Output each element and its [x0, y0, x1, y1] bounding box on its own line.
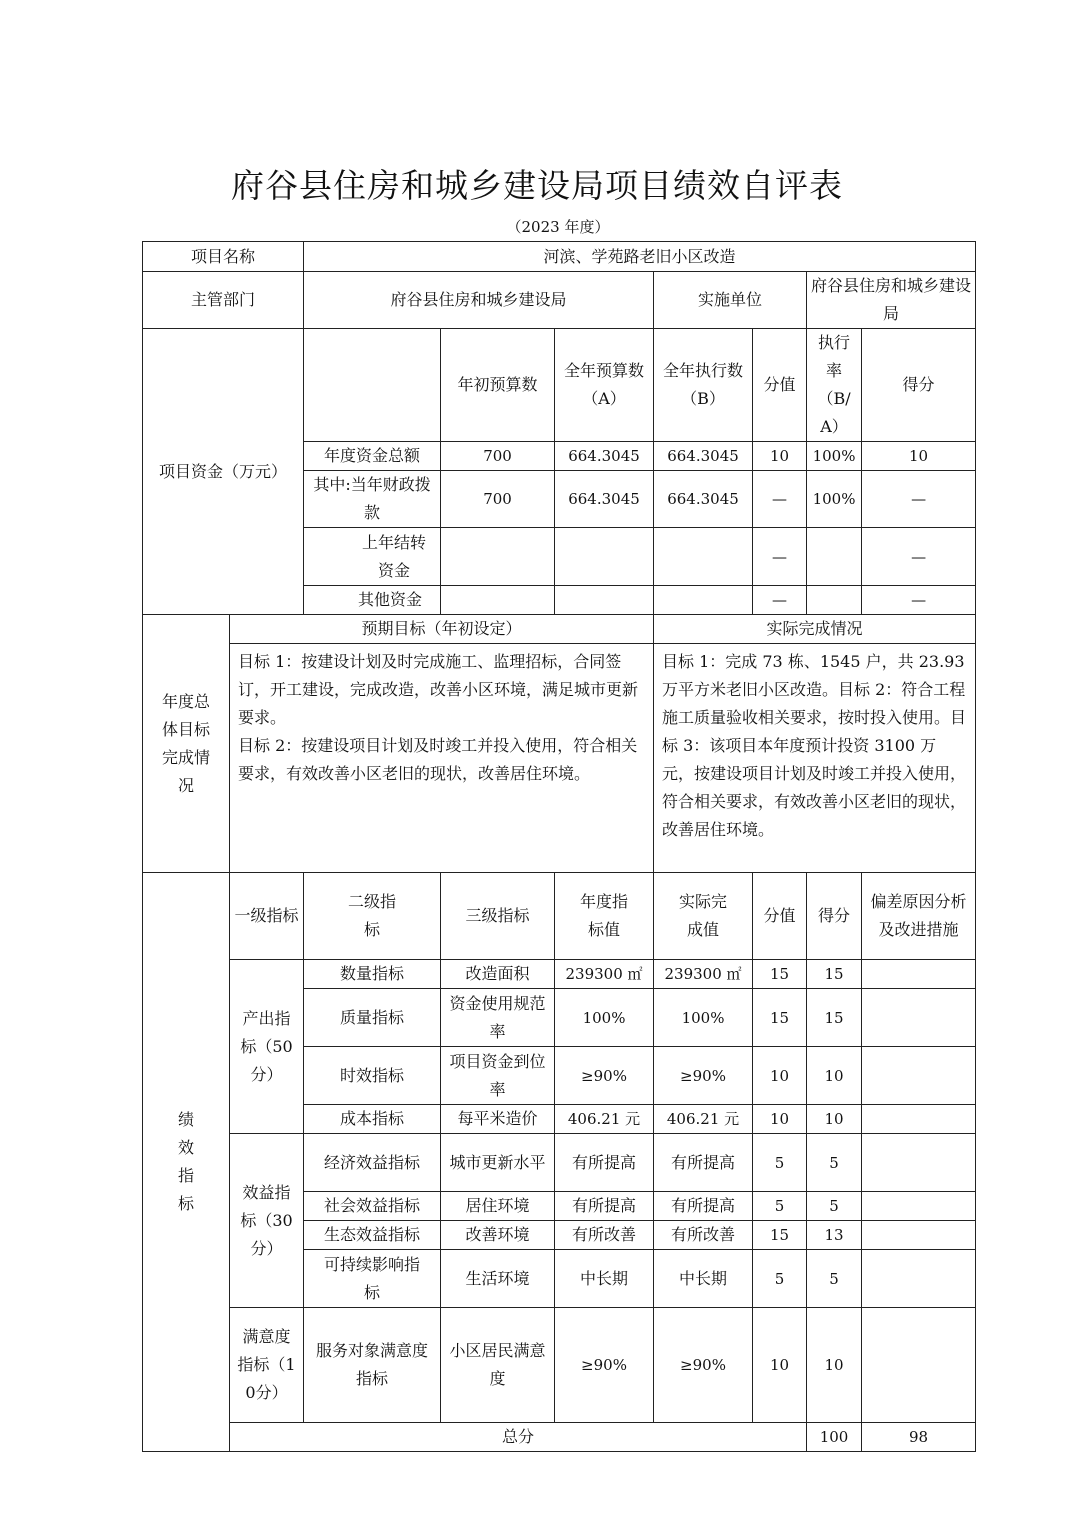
score-header: 得分 — [807, 873, 862, 960]
expected-goal-2: 目标 2：按建设项目计划及时竣工并投入使用，符合相关要求，有效改善小区老旧的现状，改善居住环境。 — [238, 736, 638, 783]
target-cell: 406.21 元 — [555, 1105, 654, 1134]
actual-cell: 中长期 — [654, 1250, 753, 1308]
deviation-cell — [862, 960, 976, 989]
deviation-cell — [862, 1134, 976, 1192]
deviation-cell — [862, 1192, 976, 1221]
implementer-value: 府谷县住房和城乡建设局 — [807, 272, 976, 329]
level2-cell: 服务对象满意度指标 — [304, 1308, 441, 1423]
funds-row-label: 年度资金总额 — [304, 442, 441, 471]
total-score-value: 100 — [807, 1423, 862, 1452]
actual-cell: ≥90% — [654, 1308, 753, 1423]
funds-score: — — [862, 528, 976, 586]
funds-executed — [654, 528, 753, 586]
deviation-header: 偏差原因分析及改进措施 — [862, 873, 976, 960]
total-label: 总分 — [230, 1423, 807, 1452]
level1-header: 一级指标 — [230, 873, 304, 960]
actual-completion-header: 实际完成情况 — [654, 615, 976, 644]
indicator-row — [143, 960, 976, 989]
funds-header-initial: 年初预算数 — [441, 329, 555, 442]
actual-cell: 有所改善 — [654, 1221, 753, 1250]
score-cell: 5 — [807, 1250, 862, 1308]
level3-header: 三级指标 — [441, 873, 555, 960]
score-value-header: 分值 — [753, 873, 807, 960]
funds-initial: 700 — [441, 471, 555, 528]
funds-header-executed: 全年执行数（B） — [654, 329, 753, 442]
deviation-cell — [862, 1250, 976, 1308]
level3-cell: 每平米造价 — [441, 1105, 555, 1134]
funds-executed: 664.3045 — [654, 471, 753, 528]
benefit-indicator-label: 效益指标（30分） — [230, 1134, 304, 1308]
level3-cell: 改善环境 — [441, 1221, 555, 1250]
satisfaction-indicator-label: 满意度指标（10分） — [230, 1308, 304, 1423]
funds-annual: 664.3045 — [555, 442, 654, 471]
target-cell: 有所改善 — [555, 1221, 654, 1250]
funds-initial: 700 — [441, 442, 555, 471]
score-cell: 10 — [807, 1105, 862, 1134]
evaluation-table — [142, 241, 976, 1452]
actual-cell: 有所提高 — [654, 1134, 753, 1192]
level3-cell: 居住环境 — [441, 1192, 555, 1221]
actual-completion-text: 目标 1：完成 73 栋、1545 户，共 23.93 万平方米老旧小区改造。目标 2：符合工程施工质量验收相关要求，按时投入使用。目标 3：该项目本年度预计投资 3100 万元，按建设项目计划及时竣工并投入使用，符合相关要求，有效改善小区老旧的现状，改善居住环境。 — [654, 644, 976, 873]
funds-score: 10 — [862, 442, 976, 471]
target-header: 年度指标值 — [555, 873, 654, 960]
funds-score-value: 10 — [753, 442, 807, 471]
goals-header-row — [143, 615, 976, 644]
funds-header-blank — [304, 329, 441, 442]
deviation-cell — [862, 1308, 976, 1423]
score-cell: 5 — [807, 1192, 862, 1221]
level2-header: 二级指标 — [304, 873, 441, 960]
funds-score: — — [862, 471, 976, 528]
total-row — [143, 1423, 976, 1452]
funds-rate: 100% — [807, 442, 862, 471]
level3-cell: 项目资金到位率 — [441, 1047, 555, 1105]
funds-header-row — [143, 329, 976, 442]
level2-cell: 数量指标 — [304, 960, 441, 989]
score-cell: 10 — [807, 1308, 862, 1423]
level2-cell: 成本指标 — [304, 1105, 441, 1134]
score-value-cell: 15 — [753, 1221, 807, 1250]
funds-header-score: 得分 — [862, 329, 976, 442]
department-value: 府谷县住房和城乡建设局 — [304, 272, 654, 329]
funds-row-label: 其他资金 — [304, 586, 441, 615]
score-value-cell: 5 — [753, 1250, 807, 1308]
level3-cell: 资金使用规范率 — [441, 989, 555, 1047]
level2-cell: 社会效益指标 — [304, 1192, 441, 1221]
score-value-cell: 10 — [753, 1308, 807, 1423]
indicator-row — [143, 1134, 976, 1192]
score-cell: 13 — [807, 1221, 862, 1250]
expected-goal-1: 目标 1：按建设计划及时完成施工、监理招标，合同签订，开工建设，完成改造，改善小区环境，满足城市更新要求。 — [238, 652, 639, 727]
department-label: 主管部门 — [143, 272, 304, 329]
funds-label: 项目资金（万元） — [143, 329, 304, 615]
funds-annual — [555, 528, 654, 586]
target-cell: ≥90% — [555, 1047, 654, 1105]
indicator-row — [143, 1308, 976, 1423]
score-cell: 15 — [807, 989, 862, 1047]
actual-header: 实际完成值 — [654, 873, 753, 960]
actual-cell: ≥90% — [654, 1047, 753, 1105]
level2-cell: 生态效益指标 — [304, 1221, 441, 1250]
funds-header-annual: 全年预算数（A） — [555, 329, 654, 442]
funds-header-rate: 执行率（B/A） — [807, 329, 862, 442]
level2-cell: 经济效益指标 — [304, 1134, 441, 1192]
score-value-cell: 5 — [753, 1192, 807, 1221]
funds-executed — [654, 586, 753, 615]
page-subtitle: （2023 年度） — [506, 218, 610, 236]
project-name-value: 河滨、学苑路老旧小区改造 — [304, 242, 976, 272]
target-cell: 中长期 — [555, 1250, 654, 1308]
project-name-row — [143, 242, 976, 272]
funds-row-label: 上年结转资金 — [304, 528, 441, 586]
funds-rate — [807, 528, 862, 586]
funds-annual: 664.3045 — [555, 471, 654, 528]
implementer-label: 实施单位 — [654, 272, 807, 329]
target-cell: 有所提高 — [555, 1134, 654, 1192]
funds-rate: 100% — [807, 471, 862, 528]
indicators-header-row — [143, 873, 976, 960]
funds-header-score-value: 分值 — [753, 329, 807, 442]
output-indicator-label: 产出指标（50分） — [230, 960, 304, 1134]
score-value-cell: 15 — [753, 960, 807, 989]
deviation-cell — [862, 1047, 976, 1105]
deviation-cell — [862, 989, 976, 1047]
score-cell: 5 — [807, 1134, 862, 1192]
actual-cell: 239300 ㎡ — [654, 960, 753, 989]
funds-score-value: — — [753, 586, 807, 615]
total-score: 98 — [862, 1423, 976, 1452]
actual-cell: 406.21 元 — [654, 1105, 753, 1134]
funds-executed: 664.3045 — [654, 442, 753, 471]
level2-cell: 质量指标 — [304, 989, 441, 1047]
actual-cell: 有所提高 — [654, 1192, 753, 1221]
target-cell: 239300 ㎡ — [555, 960, 654, 989]
target-cell: 有所提高 — [555, 1192, 654, 1221]
deviation-cell — [862, 1105, 976, 1134]
department-row — [143, 272, 976, 329]
funds-rate — [807, 586, 862, 615]
level3-cell: 城市更新水平 — [441, 1134, 555, 1192]
actual-cell: 100% — [654, 989, 753, 1047]
funds-score-value: — — [753, 471, 807, 528]
level2-cell: 可持续影响指标 — [304, 1250, 441, 1308]
indicators-label: 绩效指标 — [143, 873, 230, 1452]
target-cell: 100% — [555, 989, 654, 1047]
funds-initial — [441, 528, 555, 586]
funds-annual — [555, 586, 654, 615]
funds-score-value: — — [753, 528, 807, 586]
score-cell: 10 — [807, 1047, 862, 1105]
expected-goal-header: 预期目标（年初设定） — [230, 615, 654, 644]
score-value-cell: 15 — [753, 989, 807, 1047]
goals-content-row — [143, 644, 976, 873]
level3-cell: 改造面积 — [441, 960, 555, 989]
funds-score: — — [862, 586, 976, 615]
project-name-label: 项目名称 — [143, 242, 304, 272]
funds-row-label: 其中:当年财政拨款 — [304, 471, 441, 528]
deviation-cell — [862, 1221, 976, 1250]
score-value-cell: 10 — [753, 1047, 807, 1105]
score-cell: 15 — [807, 960, 862, 989]
level3-cell: 小区居民满意度 — [441, 1308, 555, 1423]
page-title: 府谷县住房和城乡建设局项目绩效自评表 — [231, 166, 843, 205]
score-value-cell: 5 — [753, 1134, 807, 1192]
funds-initial — [441, 586, 555, 615]
level3-cell: 生活环境 — [441, 1250, 555, 1308]
level2-cell: 时效指标 — [304, 1047, 441, 1105]
score-value-cell: 10 — [753, 1105, 807, 1134]
target-cell: ≥90% — [555, 1308, 654, 1423]
expected-goal-text — [230, 644, 654, 873]
goals-label: 年度总体目标完成情况 — [143, 615, 230, 873]
